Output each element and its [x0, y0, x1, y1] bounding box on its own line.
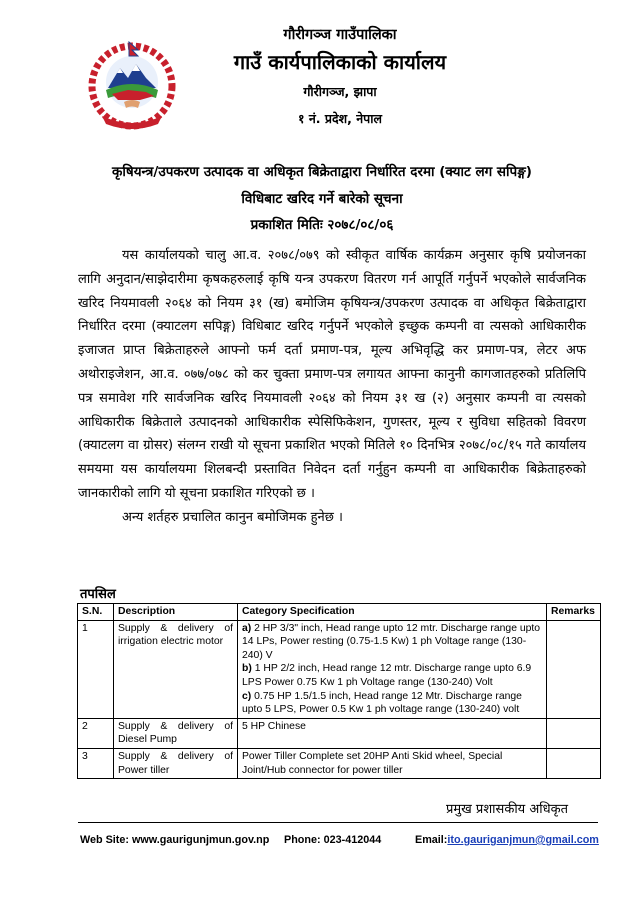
spec-item — [242, 622, 542, 663]
footer-divider — [78, 822, 598, 823]
table-row — [78, 620, 601, 718]
other-terms-paragraph: अन्य शर्तहरु प्रचालित कानुन बमोजिमक हुनेछ । — [122, 509, 343, 525]
table-header-row — [78, 604, 601, 621]
row-remarks — [547, 620, 601, 718]
published-date: प्रकाशित मितिः २०७८/०८/०६ — [250, 217, 394, 233]
notice-paragraph: यस कार्यालयको चालु आ.व. २०७८/०७९ को स्वीकृत वार्षिक कार्यक्रम अनुसार कृषि प्रयोजनका लागि अनुदान/साझेदारीमा कृषकहरुलाई कृषि यन्त्र उपकरण वितरण गर्न आपूर्ति गर्नुपर्ने भएकोले सार्वजनिक खरिद नियमावली २०६४ को नियम ३१ (ख) बमोजिम कृषियन्त्र/उपकरण उत्पादक वा अधिकृत बिक्रेताद्वारा निर्धारित दरमा (क्याटलग सपिङ्ग) विधिबाट खरिद गर्नुपर्ने भएकोले इच्छुक कम्पनी वा त्यसको आधिकारीक इजाजत प्राप्त बिक्रेताहरुले आफ्नो फर्म दर्ता प्रमाण-पत्र, मूल्य अभिवृद्धि कर प्रमाण-पत्र, लेटर अफ अथोराइजेशन, आ.व. ०७७/०७८ को कर चुक्ता प्रमाण-पत्र लगायत आफ्ना कानुनी कागजातहरुको प्रतिलिपि पत्र समावेश गरि सार्वजनिक खरिद नियमावली २०६४ को नियम ३१ ख (२) अनुसार कम्पनी वा त्यसको आधिकारीक बिक्रेताले उत्पादनको आधिकारीक स्पेसिफिकेशन, गुणस्तर, मूल्य र सुविधा सहितको विवरण (क्याटलग वा ग्रोसर) संलग्न राखी यो सूचना प्रकाशित भएको मितिले १० दिनभित्र २०७८/०८/१५ गते कार्यालय समयमा यस कार्यालयमा शिलबन्दी प्रस्तावित निवेदन दर्ता गर्नुहुन कम्पनी वा आधिकारीक बिक्रेताहरुको जानकारीको लागि यो सूचना प्रकाशित गरिएको छ । — [78, 248, 586, 501]
email-link[interactable]: ito.gauriganjmun@gmail.com — [447, 834, 599, 846]
footer-email-label: Email: — [415, 834, 448, 846]
column-header-description: Description — [114, 604, 238, 621]
row-specification: Power Tiller Complete set 20HP Anti Skid wheel, Special Joint/Hub connector for power tiller — [238, 748, 547, 778]
row-remarks — [547, 718, 601, 748]
spec-item-label: b) — [242, 663, 252, 675]
footer-phone: Phone: 023-412044 — [284, 834, 382, 846]
office-name: गाउँ कार्यपालिकाको कार्यालय — [233, 50, 447, 74]
column-header-specification: Category Specification — [238, 604, 547, 621]
row-specification — [238, 620, 547, 718]
row-remarks — [547, 748, 601, 778]
office-location: गौरीगञ्ज, झापा — [303, 84, 377, 99]
signatory-title: प्रमुख प्रशासकीय अधिकृत — [446, 802, 569, 817]
office-province: १ नं. प्रदेश, नेपाल — [298, 111, 382, 126]
municipality-name: गौरीगञ्ज गाउँपालिका — [283, 27, 397, 43]
notice-title-line1: कृषियन्त्र/उपकरण उत्पादक वा अधिकृत बिक्रेताद्वारा निर्धारित दरमा (क्याट लग सपिङ्ग) — [112, 164, 532, 180]
spec-item-text: 1 HP 2/2 inch, Head range 12 mtr. Discharge range upto 6.9 LPS Power 0.75 Kw 1 ph Voltage range (130-240) Volt — [242, 663, 532, 688]
row-sn: 1 — [78, 620, 114, 718]
row-description: Supply & delivery of Diesel Pump — [114, 718, 238, 748]
column-header-sn: S.N. — [78, 604, 114, 621]
row-specification: 5 HP Chinese — [238, 718, 547, 748]
footer-email — [415, 834, 599, 846]
spec-item-text: 0.75 HP 1.5/1.5 inch, Head range 12 Mtr. Discharge range upto 5 LPS, Power 0.5 Kw 1 ph voltage range (130-240) volt — [242, 690, 522, 716]
row-description: Supply & delivery of irrigation electric motor — [114, 620, 238, 718]
spec-item-label: c) — [242, 690, 252, 702]
spec-item-text: 2 HP 3/3" inch, Head range upto 12 mtr. Discharge range upto 14 LPs, Power resting (0.75-1.5 Kw) 1 ph Voltage range (130-240) V — [242, 622, 541, 661]
spec-item-label: a) — [242, 622, 252, 634]
table-row — [78, 718, 601, 748]
spec-item — [242, 690, 542, 717]
row-sn: 2 — [78, 718, 114, 748]
notice-title-line2: विधिबाट खरिद गर्ने बारेको सूचना — [241, 191, 403, 207]
notice-body — [78, 244, 586, 530]
row-sn: 3 — [78, 748, 114, 778]
table-row — [78, 748, 601, 778]
row-description: Supply & delivery of Power tiller — [114, 748, 238, 778]
annex-heading: तपसिल — [80, 587, 116, 602]
specification-table — [77, 603, 601, 779]
spec-item — [242, 662, 542, 689]
column-header-remarks: Remarks — [547, 604, 601, 621]
footer-website: Web Site: www.gaurigunjmun.gov.np — [80, 834, 270, 846]
